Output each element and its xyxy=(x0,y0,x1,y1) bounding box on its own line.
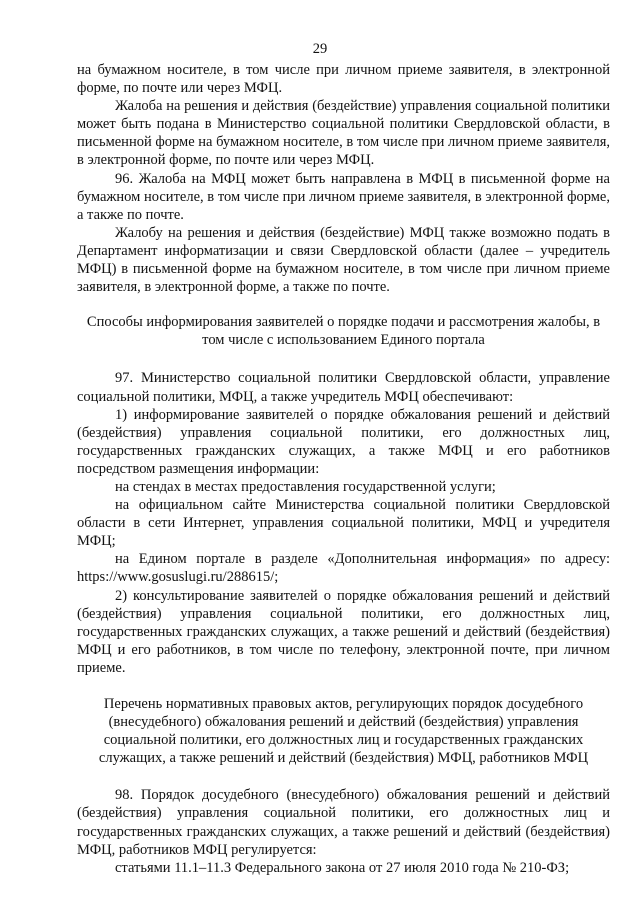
paragraph-stands: на стендах в местах предоставления государственной услуги; xyxy=(115,478,496,495)
page-number: 29 xyxy=(312,41,328,57)
paragraph-98: 98. Порядок досудебного (внесудебного) обжалования решений и действий (бездействия) управления социальной политики, его должностных лиц и государственных гражданских служащих, а также решений и действий (бездействия) МФЦ, работников МФЦ регулируется: xyxy=(77,787,610,858)
paragraph-federal-law: статьями 11.1–11.3 Федерального закона от 27 июля 2010 года № 210-ФЗ; xyxy=(115,859,570,876)
section-heading-informing: Способы информирования заявителей о порядке подачи и рассмотрения жалобы, в том числе с использованием Единого портала xyxy=(86,314,601,349)
section-heading-legal-acts: Перечень нормативных правовых актов, регулирующих порядок досудебного (внесудебного) обжалования решений и действий (бездействия) управления социальной политики, его должностных лиц и государственных гражданских служащих, а также решений и действий (бездействия) МФЦ, работников МФЦ xyxy=(98,696,589,767)
paragraph-97: 97. Министерство социальной политики Свердловской области, управление социальной политики, МФЦ, а также учредитель МФЦ обеспечивают: xyxy=(77,370,610,405)
paragraph-96-mfc-complaint: 96. Жалоба на МФЦ может быть направлена в МФЦ в письменной форме на бумажном носителе, в том числе при личном приеме заявителя, в электронной форме, а также по почте. xyxy=(77,170,610,223)
paragraph-97-item-1: 1) информирование заявителей о порядке обжалования решений и действий (бездействия) управления социальной политики, его должностных лиц, государственных гражданских служащих, а также МФЦ и его работников посредством размещения информации: xyxy=(77,406,610,477)
paragraph-complaint-department: Жалобу на решения и действия (бездействие) МФЦ также возможно подать в Департамент информатизации и связи Свердловской области (далее – учредитель МФЦ) в письменной форме на бумажном носителе, в том числе при личном приеме заявителя, в электронной форме, а также по почте. xyxy=(77,224,610,296)
paragraph-unified-portal: на Едином портале в разделе «Дополнительная информация» по адресу: https://www.gosuslugi.ru/288615/; xyxy=(77,551,610,586)
paragraph-complaint-social-policy: Жалоба на решения и действия (бездействие) управления социальной политики может быть подана в Министерство социальной политики Свердловской области, в письменной форме на бумажном носителе, в том числе при личном приеме заявителя, в электронной форме, по почте или через МФЦ. xyxy=(77,98,610,169)
paragraph-official-site: на официальном сайте Министерства социальной политики Свердловской области в сети Интернет, управления социальной политики, МФЦ и учредителя МФЦ; xyxy=(77,497,610,550)
paragraph-97-item-2: 2) консультирование заявителей о порядке обжалования решений и действий (бездействия) управления социальной политики, его должностных лиц, государственных гражданских служащих, а также решений и действий (бездействия) МФЦ и его работников, в том числе по телефону, электронной почте, при личном приеме. xyxy=(77,587,610,676)
document-body xyxy=(77,61,610,877)
paragraph-continuation: на бумажном носителе, в том числе при личном приеме заявителя, в электронной форме, по почте или через МФЦ. xyxy=(77,62,610,97)
